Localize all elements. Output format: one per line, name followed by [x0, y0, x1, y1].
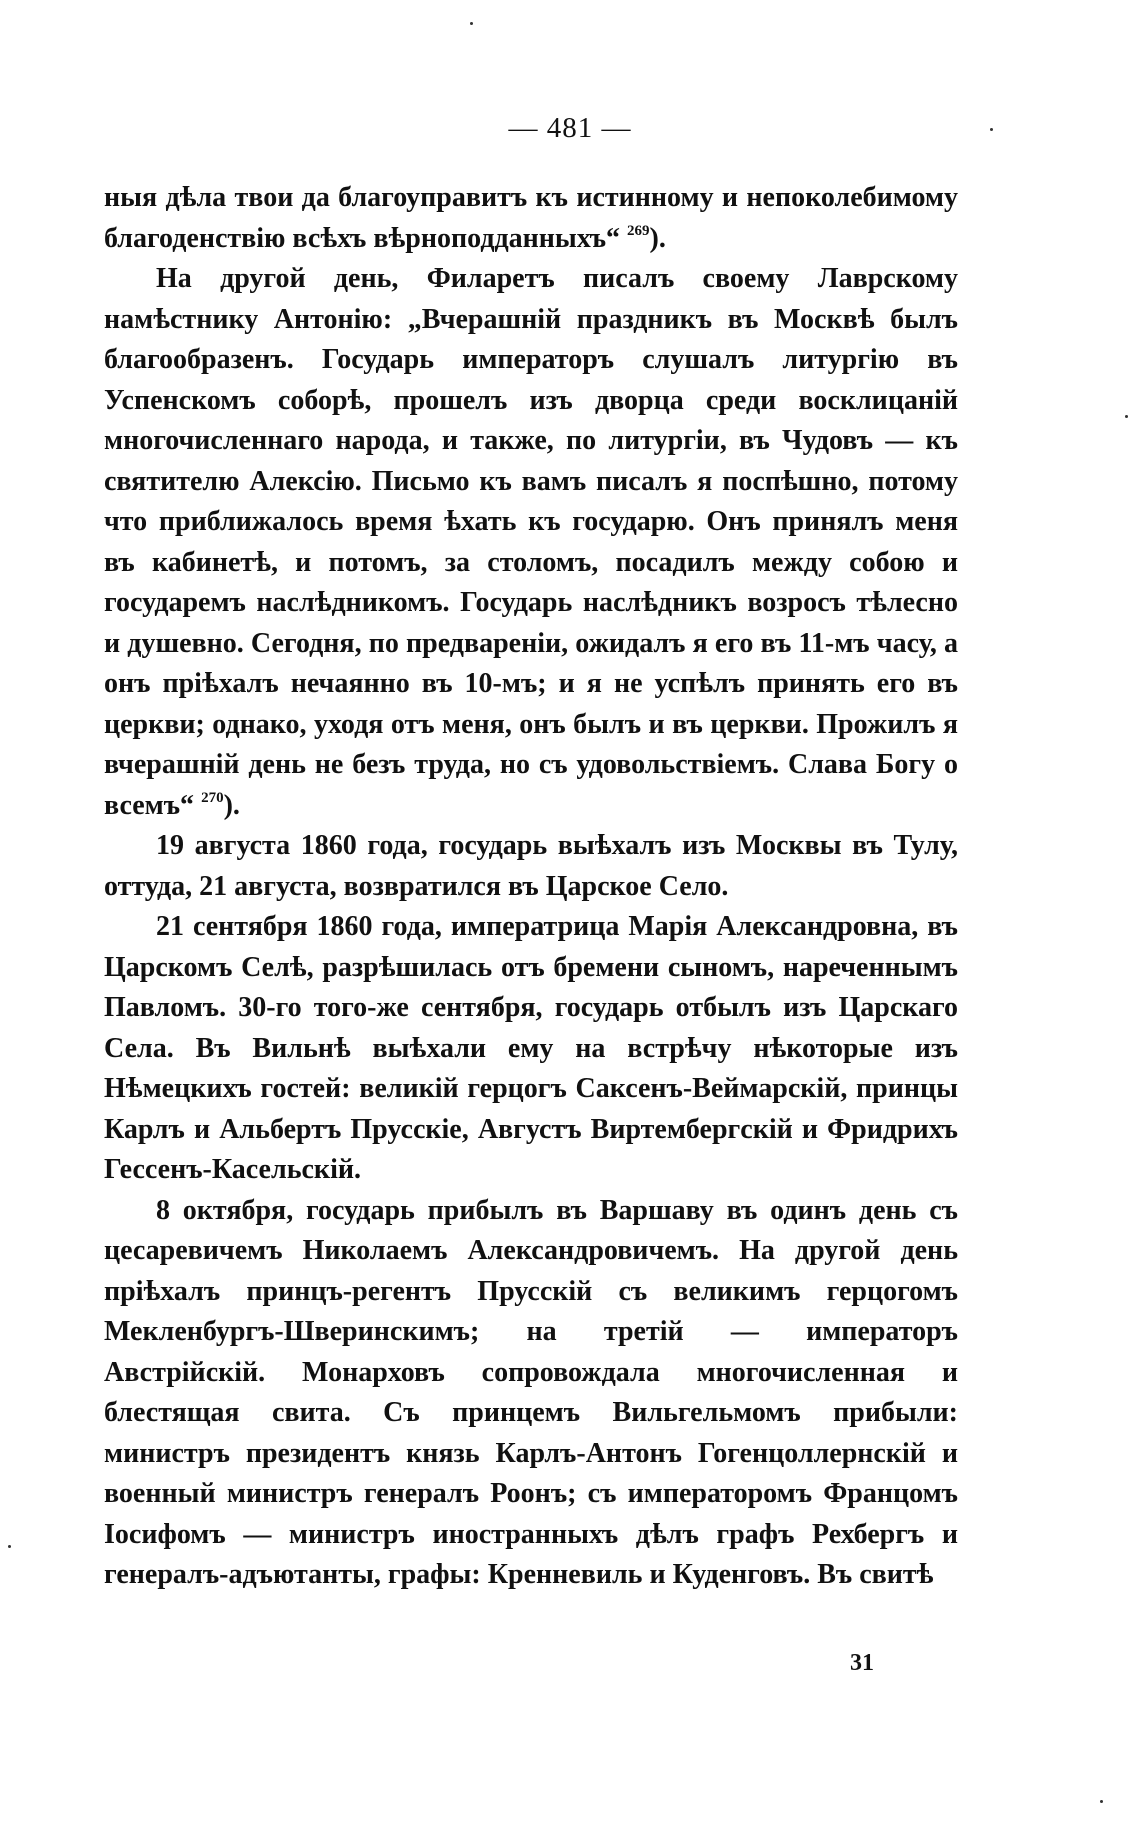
signature-mark: 31 [850, 1650, 874, 1676]
print-speck [1100, 1800, 1103, 1803]
body-text [104, 178, 958, 1596]
print-speck [990, 128, 993, 131]
paragraph-2 [104, 259, 958, 826]
print-speck [8, 1545, 11, 1548]
paragraph-1-text: ныя дѣла твои да благоуправитъ къ истинному и непоколебимому благоденствію всѣхъ вѣрноподданныхъ“ [104, 182, 958, 254]
paragraph-2-text: На другой день, Филаретъ писалъ своему Лаврскому намѣстнику Антонію: „Вчерашній праздникъ въ Москвѣ былъ благообразенъ. Государь императоръ слушалъ литургію въ Успенскомъ соборѣ, прошелъ изъ дворца среди восклицаній многочисленнаго народа, и также, по литургіи, въ Чудовъ — къ святителю Алексію. Письмо къ вамъ писалъ я поспѣшно, потому что приближалось время ѣхать къ государю. Онъ принялъ меня въ кабинетѣ, и потомъ, за столомъ, посадилъ между собою и государемъ наслѣдникомъ. Государь наслѣдникъ возросъ тѣлесно и душевно. Сегодня, по предвареніи, ожидалъ я его въ 11-мъ часу, а онъ пріѣхалъ нечаянно въ 10-мъ; и я не успѣлъ принять его въ церкви; однако, уходя отъ меня, онъ былъ и въ церкви. Прожилъ я вчерашній день не безъ труда, но съ удовольствіемъ. Слава Богу о всемъ“ [104, 263, 958, 821]
page-header: — 481 — [508, 112, 632, 144]
paragraph-4: 21 сентября 1860 года, императрица Марія Александровна, въ Царскомъ Селѣ, разрѣшилась отъ бремени сыномъ, нареченнымъ Павломъ. 30-го того-же сентября, государь отбылъ изъ Царскаго Села. Въ Вильнѣ выѣхали ему на встрѣчу нѣкоторые изъ Нѣмецкихъ гостей: великій герцогъ Саксенъ-Веймарскій, принцы Карлъ и Альбертъ Прусскіе, Августъ Виртембергскій и Фридрихъ Гессенъ-Касельскій. [104, 911, 958, 1185]
print-speck [1125, 415, 1128, 418]
footnote-ref-269: 269 [627, 222, 650, 239]
paragraph-2-end: ). [223, 789, 240, 821]
paragraph-1 [104, 178, 958, 259]
footnote-ref-270: 270 [201, 789, 224, 806]
paragraph-3: 19 августа 1860 года, государь выѣхалъ изъ Москвы въ Тулу, оттуда, 21 августа, возвратился въ Царское Село. [104, 830, 958, 902]
print-speck [470, 22, 473, 25]
paragraph-1-end: ). [649, 222, 666, 254]
paragraph-5: 8 октября, государь прибылъ въ Варшаву въ одинъ день съ цесаревичемъ Николаемъ Александровичемъ. На другой день пріѣхалъ принцъ-регентъ Прусскій съ великимъ герцогомъ Мекленбургъ-Шверинскимъ; на третій — императоръ Австрійскій. Монарховъ сопровождала многочисленная и блестящая свита. Съ принцемъ Вильгельмомъ прибыли: министръ президентъ князь Карлъ-Антонъ Гогенцоллернскій и военный министръ генералъ Роонъ; съ императоромъ Францомъ Іосифомъ — министръ иностранныхъ дѣлъ графъ Рехбергъ и генералъ-адъютанты, графы: Кренневиль и Куденговъ. Въ свитѣ [104, 1194, 958, 1590]
